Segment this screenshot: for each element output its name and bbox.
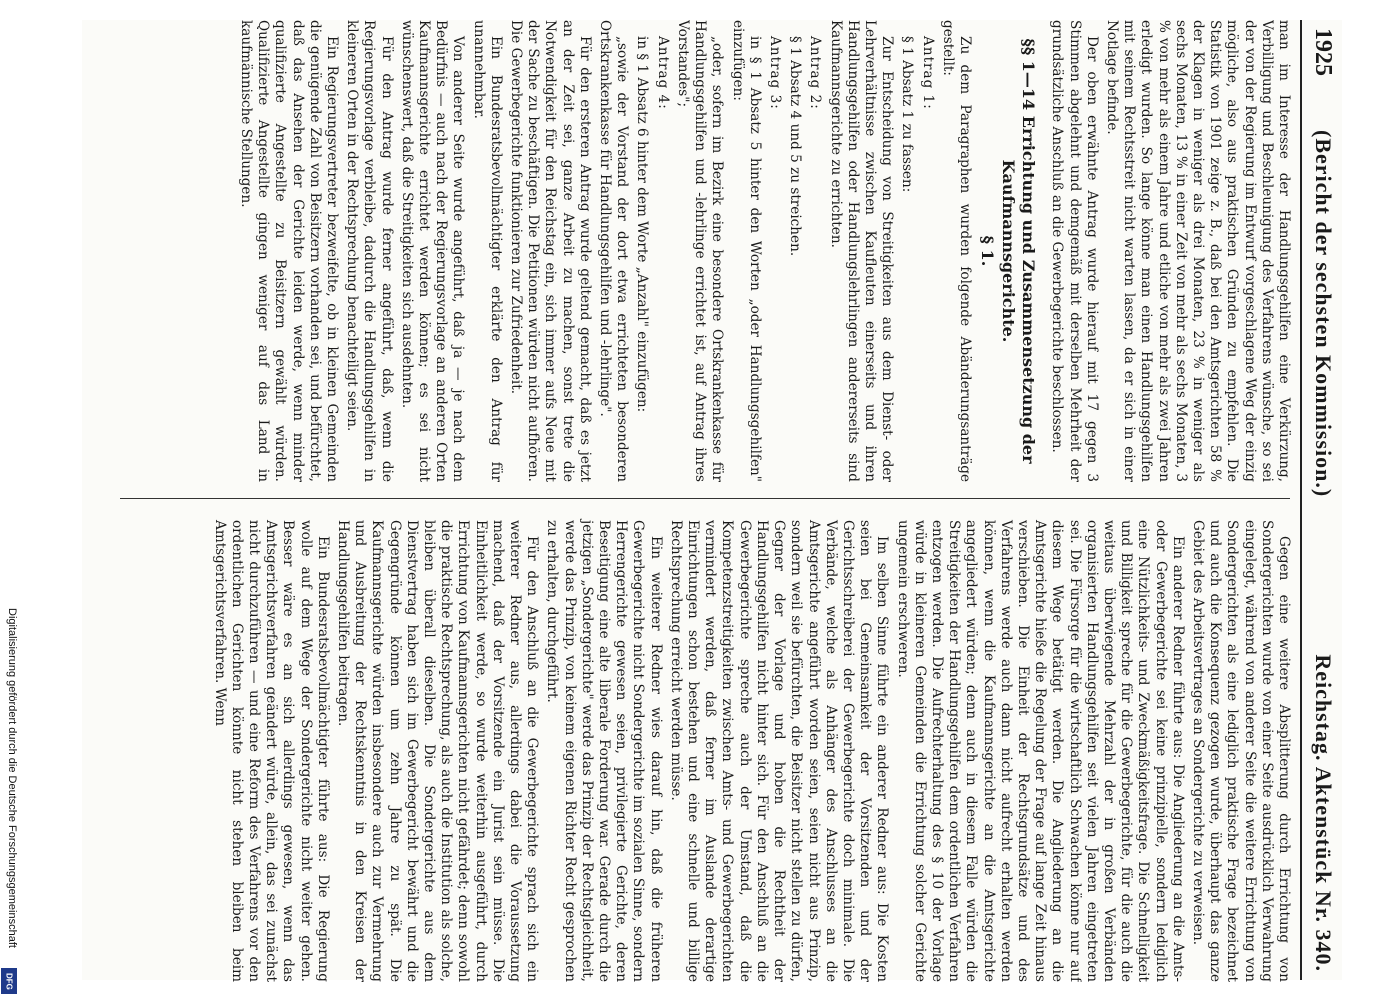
paragraph: Ein weiterer Redner wies darauf hin, daß die früheren Gewerbegerichte nicht Sondergerichte im sozialen Sinne, sondern Herrengerichte gewesen seien, privilegierte Gerichte, deren Beseitigung eine alte liberale Forderung war. Gerade durch die jetzigen „Sondergerichte" werde das Prinzip der Rechtsgleichheit, werde das Prinzip, von keinem eigenen Richter Recht gesprochen zu erhalten, durchgeführt.	[544, 520, 664, 982]
antrag-label: Antrag 1:	[919, 36, 936, 110]
page-header	[1300, 20, 1342, 980]
antrag-text: § 1 Absatz 4 und 5 zu streichen.	[787, 36, 804, 257]
antrag-text: in § 1 Absatz 5 hinter den Worten „oder Handlungsgehilfen" einzufügen:	[729, 20, 763, 482]
column-divider	[120, 498, 1290, 499]
paragraph: Ein Bundesratsbevollmächtigter erklärte den Antrag für unannehmbar.	[470, 20, 504, 482]
antrag-text: § 1 Absatz 1 zu fassen:	[899, 36, 916, 193]
running-title-right: (Bericht der sechsten Kommission.)	[1311, 130, 1336, 498]
dfg-logo-icon: DFG	[1, 968, 17, 994]
antrag-quote: Zur Entscheidung von Streitigkeiten aus dem Dienst- oder Lehrverhältnisse zwischen Kaufleuten einerseits und ihren Handlungsgehilfen oder Handlungslehrlingen andererseits sind Kaufmannsgerichte zu errichten.	[827, 20, 896, 482]
imprint-text: Digitalisierung gefördert durch die Deutsche Forschungsgemeinschaft	[6, 608, 18, 948]
paragraph: Für den ersteren Antrag wurde geltend gemacht, daß es jetzt an der Zeit sei, ganze Arbeit zu machen, sonst trete die Notwendigkeit für den Reichstag ein, sich immer aufs Neue mit der Sache zu beschäftigen. Die Petitionen würden nicht aufhören. Die Gewerbegerichte funktionieren zur Zufriedenheit.	[508, 20, 593, 482]
page-number: 1925	[1310, 28, 1336, 76]
paragraph: man im Interesse der Handlungsgehilfen eine Verkürzung, Verbilligung und Beschleunigung des Verfahrens wünsche, so sei der von der Regierung im Entwurf vorgeschlagene Weg der einzig mögliche, also aus praktischen Gründen zu empfehlen. Die Statistik von 1901 zeige z. B., daß bei den Amtsgerichten 58 % der Klagen in weniger als drei Monaten, 23 % in weniger als sechs Monaten, 13 % in einer Zeit von mehr als sechs Monaten, 3 % von mehr als einem Jahre und etliche von mehr als zwei Jahren erledigt wurden. So lange könne man einen Handlungsgehilfen mit seinem Rechtsstreit nicht warten lassen, da er sich in einer Notlage befinde.	[1103, 20, 1292, 482]
antrag-label: Antrag 4:	[654, 36, 671, 110]
paragraph: Im selben Sinne führte ein anderer Redner aus: Die Kosten seien bei Gemeinsamkeit der Vorsitzenden und der Gerichtsschreiberei der Gewerbegerichte doch minimale. Die Verbände, welche als Anhänger des Anschlusses an die Amtsgerichte angeführt worden seien, seien nicht aus Prinzip, sondern weil sie befürchten, die Beisitzer nicht stellen zu dürfen, Gegner der Vorlage und hoben die Rechtheit der Handlungsgehilfen nicht hinter sich. Für den Anschluß an die Gewerbegerichte spreche auch der Umstand, daß die Kompetenzstreitigkeiten zwischen Amts- und Gewerbegerichten vermindert werden, daß ferner im Auslande derartige Einrichtungen schon bestehen und eine schnelle und billige Rechtsprechung erreicht werden müsse.	[667, 520, 891, 982]
paragraph: Zu dem Paragraphen wurden folgende Abänderungsanträge gestellt:	[939, 20, 973, 482]
paragraph: Der oben erwähnte Antrag wurde hierauf mit 17 gegen 3 Stimmen abgelehnt und demgemäß mit derselben Mehrheit der grundsätzliche Anschluß an die Gewerbegerichte beschlossen.	[1049, 20, 1100, 482]
text-column-left	[112, 512, 1292, 982]
paragraph: Gegen eine weitere Absplitterung durch Errichtung von Sondergerichten wurde von einer Seite ausdrücklich Verwahrung eingelegt, während von anderer Seite die weitere Errichtung von Sondergerichten als eine lediglich praktische Frage bezeichnet und auch die Konsequenz gezogen wurde, überhaupt das ganze Gebiet des Arbeitsvertrages an Sondergerichte zu verweisen.	[1189, 520, 1292, 982]
document-page	[82, 20, 1342, 980]
paragraph: Ein Bundesratsbevollmächtigter führte aus: Die Regierung wolle auf dem Wege der Sondergerichte nicht weiter gehen. Besser wäre es an sich allerdings gewesen, wenn das Amtsgerichtsverfahren geändert würde, allein, das sei zunächst nicht durchzuführen — und eine Reform des Verfahrens vor den ordentlichen Gerichten könnte nicht stehen bleiben beim Amtsgerichtsverfahren. Wenn	[211, 520, 331, 982]
paragraph: Von anderer Seite wurde angeführt, daß ja — je nach dem Bedürfnis — auch nach der Regierungsvorlage an anderen Orten Kaufmannsgerichte errichtet werden können; es sei nicht wünschenswert, daß die Streitigkeiten sich ausdehnten.	[398, 20, 467, 482]
paragraph: Ein Regierungsvertreter bezweifelte, ob in kleinen Gemeinden die genügende Zahl von Beisitzern vorhanden sei, und befürchtet, daß das Ansehen der Gerichte leiden werde, wenn minder qualifizierte Angestellte zu Beisitzern gewählt würden. Qualifizierte Angestellte gingen weniger auf das Land in kaufmännische Stellungen.	[238, 20, 341, 482]
antrag-label: Antrag 3:	[766, 36, 783, 110]
section-number: § 1.	[978, 235, 998, 267]
antrag-quote: „sowie der Vorstand der dort etwa errichteten besonderen Ortskrankenkasse für Handlungsgehilfen und -lehrlinge".	[597, 20, 631, 482]
antrag-text: in § 1 Absatz 6 hinter dem Worte „Anzahl" einzufügen:	[634, 36, 651, 413]
antrag-quote: „oder, sofern im Bezirk eine besondere Ortskrankenkasse für Handlungsgehilfen und -lehrlinge errichtet ist, auf Antrag ihres Vorstandes";	[674, 20, 726, 482]
paragraph: Für den Antrag wurde ferner angeführt, daß, wenn die Regierungsvorlage verbleibe, dadurch die Handlungsgehilfen in kleineren Orten in der Rechtsprechung benachteiligt seien.	[344, 20, 395, 482]
section-title: §§ 1—14 Errichtung und Zusammensetzung der Kaufmannsgerichte.	[999, 38, 1039, 464]
paragraph: Ein anderer Redner führte aus: Die Angliederung an die Amts- oder Gewerbegerichte sei keine prinzipielle, sondern lediglich eine Nützlichkeits- und Zweckmäßigkeitsfrage. Die Schnelligkeit und Billigkeit spreche für die Gewerbegerichte, für die auch die weitaus überwiegende Mehrzahl der in großen Verbänden organisierten Handlungsgehilfen seit vielen Jahren eingetreten sei. Die Fürsorge für die wirtschaftlich Schwachen könne nur auf diesem Wege betätigt werden. Die Angliederung an die Amtsgerichte hieße die Regelung der Frage auf lange Zeit hinaus verschieben. Die Einheit der Rechtsgrundsätze und des Verfahrens werde auch dann nicht aufrecht erhalten werden können, wenn die Kaufmannsgerichte an die Amtsgerichte angegliedert würden; denn auch in diesem Falle würden die Streitigkeiten der Handlungsgehilfen dem ordentlichen Verfahren entzogen werden. Die Aufrechterhaltung des § 10 der Vorlage würde in kleineren Gemeinden die Errichtung solcher Gerichte ungemein erschweren.	[894, 520, 1186, 982]
digitization-imprint	[2, 608, 22, 998]
paragraph: Für den Anschluß an die Gewerbegerichte sprach sich ein weiterer Redner aus, allerdings dabei die Voraussetzung machend, daß der Vorsitzende ein Jurist sein müsse. Die Einheitlichkeit werde, so wurde weiterhin ausgeführt, durch Errichtung von Kaufmannsgerichten nicht gefährdet; denn sowohl die praktische Rechtsprechung, als auch die Institution als solche, bleiben überall dieselben. Die Sondergerichte aus dem Dienstvertrag haben sich im Gewerbegericht bewährt und die Gegengründe können um zehn Jahre zu spät. Die Kaufmannsgerichte würden insbesondere auch zur Vermehrung und Ausbreitung der Rechtskenntnis in den Kreisen der Handlungsgehilfen beitragen.	[335, 520, 541, 982]
running-title-left: Reichstag. Aktenstück Nr. 340.	[1311, 654, 1336, 972]
antrag-label: Antrag 2:	[807, 36, 824, 110]
text-column-right	[112, 20, 1292, 490]
